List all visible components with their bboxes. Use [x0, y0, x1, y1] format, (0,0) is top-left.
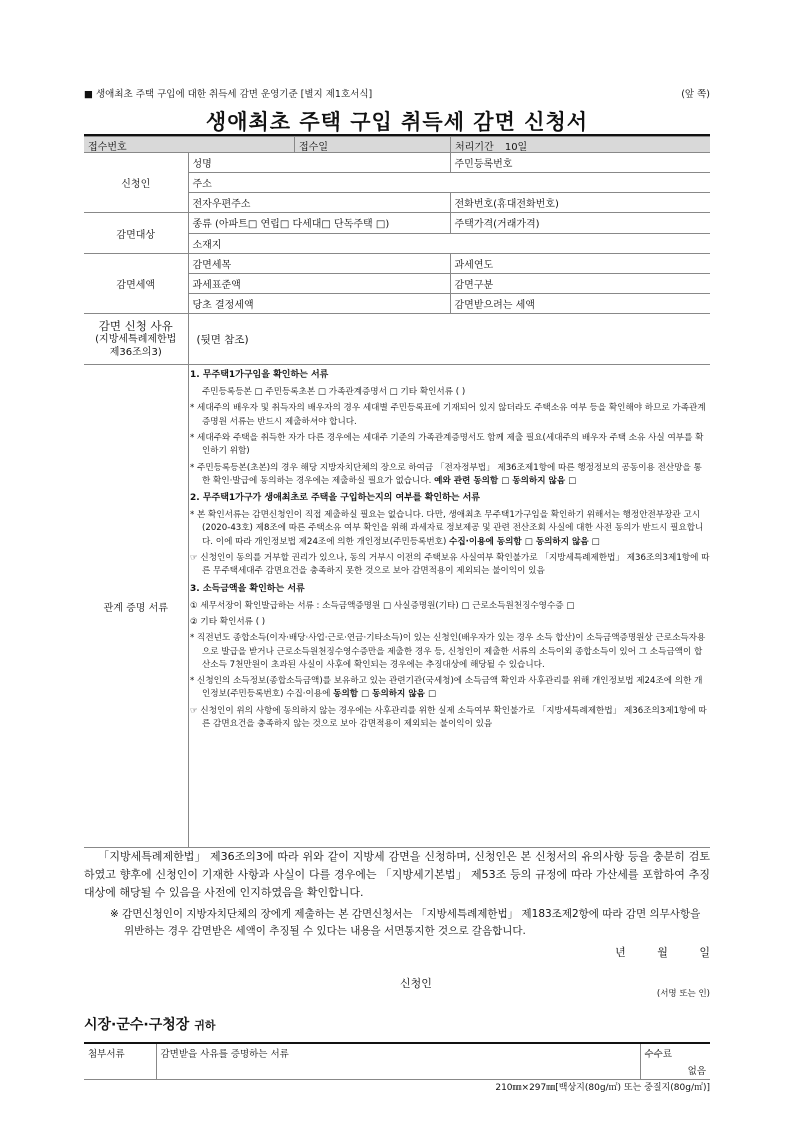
reason-label: 감면 신청 사유 (지방세특례제한법 제36조의3)	[84, 314, 188, 365]
form-header	[84, 86, 710, 100]
receipt-number: 접수번호	[88, 142, 127, 153]
docs-section-1-title: 1. 무주택1가구임을 확인하는 서류	[190, 370, 329, 380]
processing-period-value: 10일	[504, 142, 528, 153]
tax-base-field[interactable]: 과세표준액	[188, 274, 450, 294]
tax-division-field[interactable]: 감면구분	[450, 274, 710, 294]
fee-value: 없음	[687, 1066, 706, 1077]
docs-section-1-options[interactable]: 주민등록등본 □ 주민등록초본 □ 가족관계증명서 □ 기타 확인서류 ( )	[202, 386, 466, 397]
attachment-value: 감면받을 사유를 증명하는 서류	[156, 1043, 640, 1080]
docs-section-3-note-3: ☞ 신청인이 위의 사항에 동의하지 않는 경우에는 사후관리를 위한 실제 소득여부 확인불가로 「지방세특례제한법」 제36조의3제1항에 따른 감면요건을 충족하지 않는 것으로 보아 감면적용이 제외되는 불이익이 있음	[190, 705, 707, 730]
location-field[interactable]: 소재지	[188, 234, 710, 254]
fee-cell	[640, 1043, 710, 1080]
house-price-field[interactable]: 주택가격(거래가격)	[450, 213, 710, 234]
phone-field[interactable]: 전화번호(휴대전화번호)	[450, 193, 710, 213]
docs-section-2-consent[interactable]: 수집·이용에 동의함 □ 동의하지 않음 □	[449, 536, 600, 547]
addressee: 시장·군수·구청장 귀하	[84, 1017, 216, 1033]
receipt-date: 접수일	[294, 137, 450, 152]
docs-section-2-note-1: * 본 확인서류는 감면신청인이 직접 제출하실 필요는 없습니다. 다만, 생애최초 무주택1가구임을 확인하기 위해서는 행정안전부장관 고시(2020-43호) 제8조에 따른 주택소유 여부 확인을 위해 과세자료 정보제공 및 관련 전산조회 사실에 대한 사전 동의가 반드시 필요합니다. 이에 따라 개인정보법 제24조에 의한 개인정보(주민등록번호) 수집·이용에 동의함 □ 동의하지 않음 □	[190, 510, 704, 547]
paper-spec: 210㎜×297㎜[백상지(80g/㎡) 또는 중질지(80g/㎡)]	[495, 1083, 710, 1093]
docs-label: 관계 증명 서류	[84, 365, 188, 848]
tax-year-field[interactable]: 과세연도	[450, 254, 710, 274]
reason-field[interactable]: (뒷면 참조)	[188, 314, 710, 365]
processing-period-label: 처리기간	[455, 142, 494, 153]
docs-content	[190, 365, 710, 731]
page-side: (앞 쪽)	[681, 89, 710, 100]
address-field[interactable]: 주소	[188, 173, 710, 193]
applicant-sign-label: 신청인	[400, 977, 432, 990]
docs-section-1-note-3: * 주민등록등본(초본)의 경우 해당 지방자치단체의 장으로 하여금 「전자정부법」 제36조제1항에 따른 행정정보의 공동이용 전산망을 통한 확인·발급에 동의하는 경우에는 제출하실 필요가 없습니다. 예와 관련 동의함 □ 동의하지 않음 □	[190, 462, 702, 486]
docs-section-3-note-2: * 신청인의 소득정보(종합소득금액)를 보유하고 있는 관련기관(국세청)에 소득금액 확인과 사후관리를 위해 개인정보법 제24조에 의한 개인정보(주민등록번호) 수집·이용에 동의함 □ 동의하지 않음 □	[190, 676, 703, 700]
name-field[interactable]: 성명	[188, 153, 450, 173]
docs-section-1-note-2: * 세대주와 주택을 취득한 자가 다른 경우에는 세대주 기준의 가족관계증명서도 함께 제출 필요(세대주의 배우자 주택 소유 사실 여부를 확인하기 위함)	[190, 432, 704, 457]
form-title: 생애최초 주택 구입 취득세 감면 신청서	[205, 110, 589, 134]
tax-label: 감면세액	[84, 254, 188, 314]
tax-item-field[interactable]: 감면세목	[188, 254, 450, 274]
notice-text: ※ 감면신청인이 지방자치단체의 장에게 제출하는 본 감면신청서는 「지방세특례제한법」 제183조제2항에 따라 감면 의무사항을 위반하는 경우 감면받은 세액이 추징될 수 있다는 내용을 서면통지한 것으로 갈음합니다.	[110, 908, 701, 937]
attachment-table	[84, 1042, 710, 1080]
signature-hint[interactable]: (서명 또는 인)	[656, 989, 710, 999]
docs-section-3-item-1[interactable]: ① 세무서장이 확인발급하는 서류 : 소득금액증명원 □ 사실증명원(기타) □ 근로소득원천징수영수증 □	[190, 600, 575, 611]
docs-section-3-note-1: * 직전년도 종합소득(이자·배당·사업·근로·연금·기타소득)이 있는 신청인(배우자가 있는 경우 소득 합산)이 소득금액증명원상 근로소득자용으로 발급을 받거나 근로소득원천징수영수증만을 제출한 경우 등, 신청인이 제출한 서류의 소득이외 종합소득이 있어 그 소득금액이 합산소득 7천만원이 초과된 사실이 사후에 확인되는 경우에는 추징대상에 해당될 수 있습니다.	[190, 633, 706, 670]
addressee-suffix: 귀하	[194, 1019, 216, 1032]
docs-section-2-title: 2. 무주택1가구가 생애최초로 주택을 구입하는지의 여부를 확인하는 서류	[190, 493, 481, 504]
initial-tax-field[interactable]: 당초 결정세액	[188, 294, 450, 314]
requested-tax-field[interactable]: 감면받으려는 세액	[450, 294, 710, 314]
docs-section-1-note-1: * 세대주의 배우자 및 취득자의 배우자의 경우 세대별 주민등록표에 기재되어 있지 않더라도 주택소유 여부 등을 확인해야 하므로 가족관계증명원 서류는 반드시 제출하셔야 합니다.	[190, 403, 706, 427]
date-line[interactable]: 년 월 일	[615, 946, 710, 959]
email-field[interactable]: 전자우편주소	[188, 193, 450, 213]
docs-section-2-note-2: ☞ 신청인이 동의를 거부할 권리가 있으나, 동의 거부시 이전의 주택보유 사실여부 확인불가로 「지방세특례제한법」 제36조의3제1항에 따른 무주택세대주 감면요건을 충족하지 못한 것으로 보아 감면적용이 제외되는 불이익이 있음	[190, 553, 710, 577]
docs-section-3-title: 3. 소득금액을 확인하는 서류	[190, 583, 305, 594]
fee-label: 수수료	[644, 1049, 673, 1060]
docs-section-1-consent[interactable]: 예와 관련 동의함 □ 동의하지 않음 □	[434, 475, 577, 486]
declaration-text: 「지방세특례제한법」 제36조의3에 따라 위와 같이 지방세 감면을 신청하며, 신청인은 본 신청서의 유의사항 등을 충분히 검토하였고 향후에 신청인이 기재한 사항과 사실이 다를 경우에는 「지방세기본법」 제53조 등의 규정에 따라 가산세를 포함하여 추징대상에 해당될 수 있음을 사전에 인지하였음을 확인합니다.	[84, 850, 710, 900]
applicant-label: 신청인	[84, 153, 188, 213]
target-label: 감면대상	[84, 213, 188, 254]
docs-section-3-item-2[interactable]: ② 기타 확인서류 ( )	[190, 616, 266, 627]
form-reference: ■ 생애최초 주택 구입에 대한 취득세 감면 운영기준 [별지 제1호서식]	[84, 89, 373, 100]
rrn-field[interactable]: 주민등록번호	[450, 153, 710, 173]
receipt-row	[84, 137, 710, 153]
docs-section-3-consent[interactable]: 동의함 □ 동의하지 않음 □	[333, 689, 437, 700]
attachment-label: 첨부서류	[88, 1049, 125, 1060]
house-type-field[interactable]: 종류 (아파트□ 연립□ 다세대□ 단독주택 □)	[188, 213, 450, 234]
